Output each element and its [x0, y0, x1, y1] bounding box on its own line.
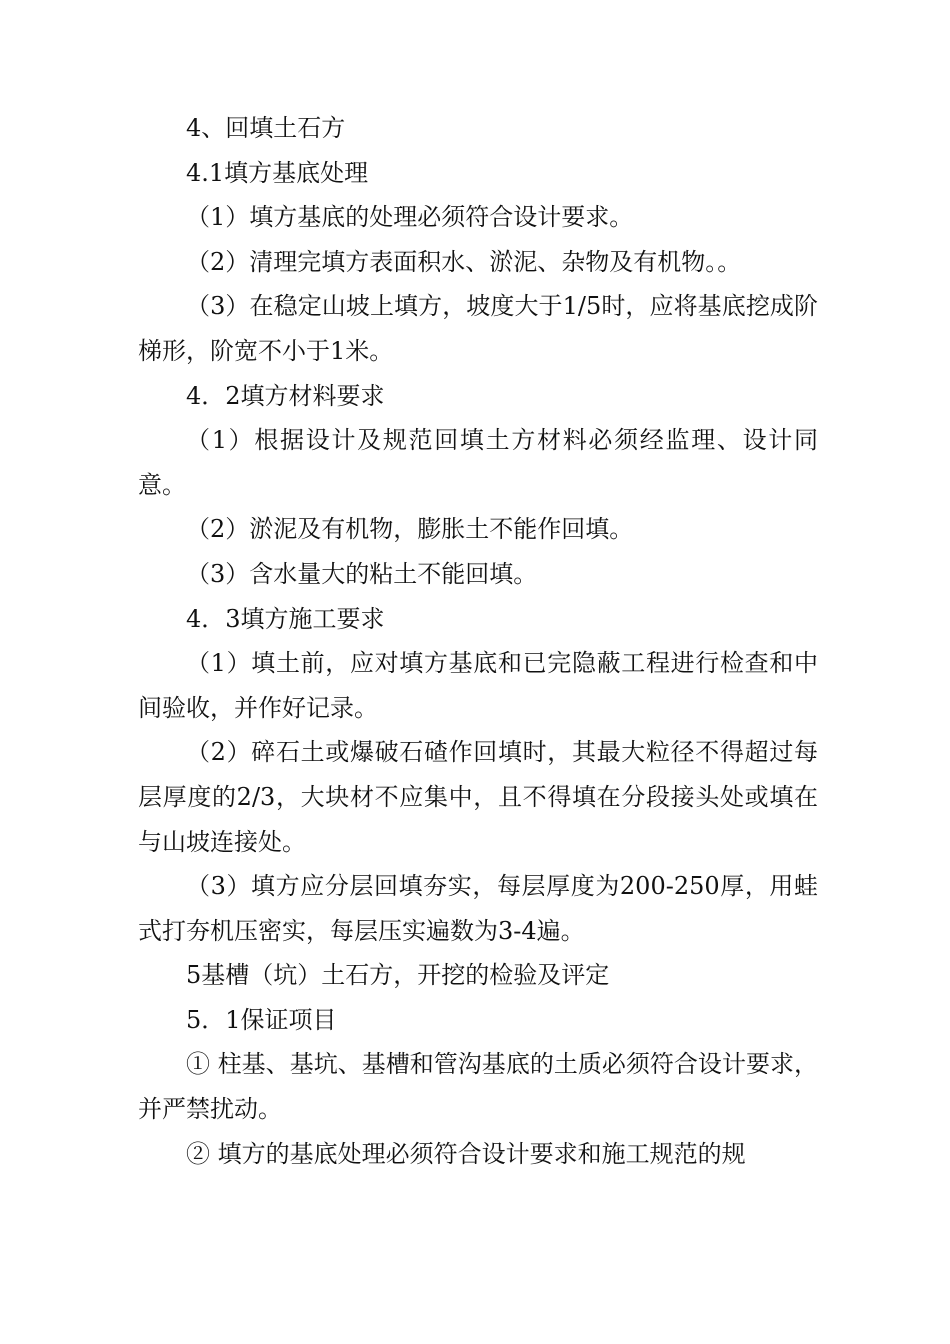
paragraph: ① 柱基、基坑、基槽和管沟基底的土质必须符合设计要求，并严禁扰动。	[138, 1050, 818, 1124]
paragraph: （2）淤泥及有机物，膨胀土不能作回填。	[186, 515, 634, 544]
paragraph: （2）碎石土或爆破石碴作回填时，其最大粒径不得超过每层厚度的2/3，大块材不应集中，且不得填在分段接头处或填在与山坡连接处。	[138, 738, 818, 856]
paragraph: （1）根据设计及规范回填土方材料必须经监理、设计同意。	[138, 426, 818, 499]
paragraph: （2）清理完填方表面积水、淤泥、杂物及有机物。。	[186, 247, 742, 276]
subheading-guarantee: 5．1保证项目	[186, 1005, 337, 1034]
paragraph: （1）填土前，应对填方基底和已完隐蔽工程进行检查和中间验收，并作好记录。	[138, 649, 818, 722]
heading-inspection: 5基槽（坑）土石方，开挖的检验及评定	[186, 961, 610, 990]
paragraph: （3）含水量大的粘土不能回填。	[186, 559, 538, 588]
subheading-construction: 4．3填方施工要求	[186, 604, 385, 633]
paragraph: （3）在稳定山坡上填方，坡度大于1/5时，应将基底挖成阶梯形，阶宽不小于1米。	[138, 292, 818, 365]
document-body	[138, 106, 818, 1176]
paragraph: （3）填方应分层回填夯实，每层厚度为200-250厚，用蛙式打夯机压密实，每层压实遍数为3-4遍。	[138, 872, 818, 945]
subheading-base-treatment: 4.1填方基底处理	[186, 158, 369, 187]
subheading-material: 4．2填方材料要求	[186, 381, 385, 410]
heading-backfill: 4、回填土石方	[186, 114, 346, 142]
paragraph: （1）填方基底的处理必须符合设计要求。	[186, 203, 634, 232]
paragraph: ② 填方的基底处理必须符合设计要求和施工规范的规	[186, 1139, 746, 1168]
